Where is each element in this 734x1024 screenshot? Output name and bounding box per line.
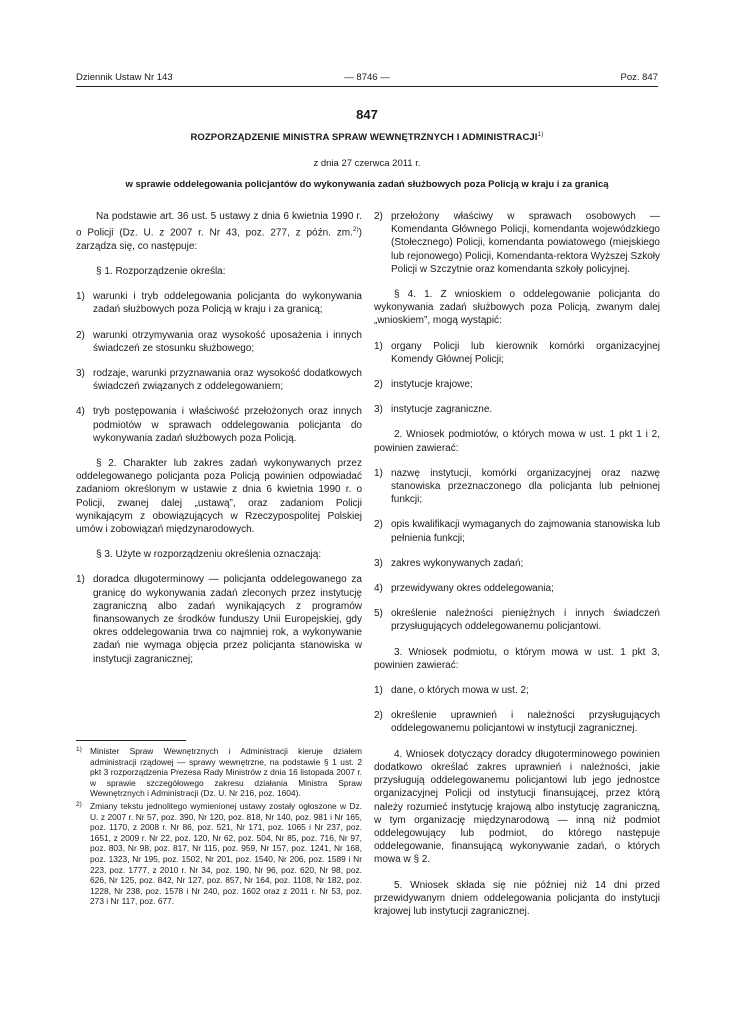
list-number: 1) [374, 685, 383, 697]
list-text: zakres wykonywanych zadań; [391, 557, 524, 569]
list-number: 4) [76, 406, 85, 418]
list-number: 1) [374, 467, 383, 479]
running-header [76, 72, 658, 87]
act-number: 847 [356, 107, 378, 122]
right-column [374, 210, 660, 930]
list-text: nazwę instytucji, komórki organizacyjnej oraz nazwę stanowiska przeznaczonego dla policjanta lub pełnionej funkcji; [391, 467, 660, 506]
paragraph-2: 2. Wniosek podmiotów, o których mowa w ust. 1 pkt 1 i 2, powinien zawierać: [374, 429, 660, 454]
list-text: przełożony właściwy w sprawach osobowych — Komendanta Głównego Policji, komendanta wojewódzkiego (Stołecznego) Policji, komendanta powiatowego (miejskiego lub rejonowego) Policji, Komendanta-rektora Wyższej Szkoły Policji w Szczytnie oraz komendanta szkoły policyjnej. [391, 211, 660, 275]
act-subject: w sprawie oddelegowania policjantów do wykonywania zadań służbowych poza Policją w kraju i za granicą [125, 179, 609, 190]
list-text: warunki otrzymywania oraz wysokość uposażenia i innych świadczeń ze stosunku służbowego; [93, 329, 362, 354]
act-title-text: ROZPORZĄDZENIE MINISTRA SPRAW WEWNĘTRZNYCH I ADMINISTRACJI [190, 132, 538, 144]
list-number: 1) [76, 574, 85, 586]
list-text: określenie należności pieniężnych i innych świadczeń przysługujących oddelegowanemu policjantowi. [391, 608, 660, 633]
list-number: 1) [76, 291, 85, 303]
page-number: — 8746 — [344, 72, 390, 83]
list-item [374, 684, 660, 697]
list-text: dane, o których mowa w ust. 2; [391, 685, 529, 697]
position-number: Poz. 847 [620, 72, 658, 83]
paragraph-5: 5. Wniosek składa się nie później niż 14 dni przed przewidywanym dniem oddelegowania policjanta do instytucji krajowej lub instytucji zagranicznej. [374, 879, 660, 917]
footnote-number: 2) [76, 800, 82, 808]
list-item [374, 557, 660, 570]
act-date: z dnia 27 czerwca 2011 r. [313, 158, 421, 169]
list-item [76, 367, 362, 393]
list-text: określenie uprawnień i należności przysługujących oddelegowanemu policjantowi w instytucji zagranicznej. [391, 710, 660, 735]
list-item [374, 340, 660, 366]
list-item [374, 378, 660, 391]
list-item [76, 573, 362, 665]
list-item [374, 518, 660, 544]
list-number: 2) [374, 379, 383, 391]
list-item [76, 329, 362, 355]
list-number: 3) [374, 557, 383, 569]
intro-text: Na podstawie art. 36 ust. 5 ustawy z dnia 6 kwietnia 1990 r. o Policji (Dz. U. z 2007 r. Nr 43, poz. 277, z późn. zm. [76, 211, 362, 239]
list-number: 5) [374, 608, 383, 620]
list-text: przewidywany okres oddelegowania; [391, 583, 554, 595]
act-title [0, 128, 734, 144]
list-item [374, 403, 660, 416]
footnote-text: Zmiany tekstu jednolitego wymienionej ustawy zostały ogłoszone w Dz. U. z 2007 r. Nr 57, poz. 390, Nr 120, poz. 818, Nr 140, poz. 981 i Nr 165, poz. 1170, z 2008 r. Nr 86, poz. 521, Nr 171, poz. 1065 i Nr 237, poz. 1651, z 2009 r. Nr 22, poz. 120, Nr 62, poz. 504, Nr 85, poz. 716, Nr 97, poz. 803, Nr 98, poz. 817, Nr 115, poz. 959, Nr 157, poz. 1241, Nr 168, poz. 1323, Nr 195, poz. 1502, Nr 201, poz. 1540, Nr 206, poz. 1589 i Nr 223, poz. 1777, z 2010 r. Nr 34, poz. 190, Nr 96, poz. 620, Nr 98, poz. 626, Nr 125, poz. 842, Nr 127, poz. 857, Nr 164, poz. 1108, Nr 182, poz. 1228, Nr 238, poz. 1578 i Nr 240, poz. 1602 oraz z 2011 r. Nr 53, poz. 273 i Nr 117, poz. 677. [90, 800, 362, 907]
list-text: doradca długoterminowy — policjanta oddelegowanego za granicę do wykonywania zadań zleconych przez instytucję zagraniczną albo zadań wynikających z programów finansowanych ze środków funduszy Unii Europejskiej, gdy okres oddelegowania trwa co najmniej rok, a wykonywanie zadań nie wymaga objęcia przez policjanta stanowiska w instytucji zagranicznej; [93, 574, 362, 665]
list-number: 2) [374, 519, 383, 531]
list-item [76, 405, 362, 445]
list-item [76, 290, 362, 316]
list-text: organy Policji lub kierownik komórki organizacyjnej Komendy Głównej Policji; [391, 340, 660, 365]
title-footnote-ref: 1) [537, 131, 544, 138]
list-number: 3) [374, 404, 383, 416]
journal-name: Dziennik Ustaw Nr 143 [76, 72, 173, 83]
list-text: instytucje zagraniczne. [391, 404, 493, 416]
section-4: § 4. 1. Z wnioskiem o oddelegowanie policjanta do wykonywania zadań służbowych poza Policją, zwanym dalej „wnioskiem”, mogą wystąpić: [374, 289, 660, 327]
list-text: rodzaje, warunki przyznawania oraz wysokość dodatkowych świadczeń związanych z oddelegowaniem; [93, 367, 362, 393]
footnote-divider [76, 740, 186, 741]
footnote-text: Minister Spraw Wewnętrznych i Administracji kieruje działem administracji rządowej — sprawy wewnętrzne, na podstawie § 1 ust. 2 pkt 3 rozporządzenia Prezesa Rady Ministrów z dnia 16 listopada 2007 r. w sprawie szczegółowego zakresu działania Ministra Spraw Wewnętrznych i Administracji (Dz. U. Nr 216, poz. 1604). [90, 746, 362, 799]
list-item [374, 709, 660, 735]
list-number: 3) [76, 367, 85, 379]
footnotes [76, 746, 362, 909]
list-item [374, 467, 660, 507]
section-1: § 1. Rozporządzenie określa: [96, 265, 226, 277]
intro-text-end: ) zarządza się, co następuje: [76, 227, 362, 252]
paragraph-4: 4. Wniosek dotyczący doradcy długoterminowego powinien dodatkowo określać zakres uprawnień i należności, jakie przysługują oddelegowanemu policjantowi lub jego jednostce organizacyjnej Policji od instytucji finansującej, przez którą należy rozumieć instytucję krajową albo instytucję zagraniczną, w tym organizację międzynarodową — inną niż podmiot oddelegowujący lub podmiot, do którego następuje oddelegowanie, finansującą wykonywanie zadań, o których mowa w § 2. [374, 748, 660, 866]
list-number: 2) [76, 329, 85, 341]
footnote-number: 1) [76, 746, 82, 753]
list-number: 4) [374, 583, 383, 595]
left-column [76, 210, 362, 678]
list-text: warunki i tryb oddelegowania policjanta do wykonywania zadań służbowych poza Policją w kraju i za granicą; [93, 291, 362, 316]
list-item [374, 210, 660, 276]
section-2: § 2. Charakter lub zakres zadań wykonywanych przez oddelegowanego policjanta poza Policją powinien odpowiadać zadaniom określonym w ustawie z dnia 6 kwietnia 1990 r. o Policji, zwanej dalej „ustawą”, oraz zadaniom Policji wynikającym z obowiązujących w Rzeczypospolitej Polskiej umów i zobowiązań międzynarodowych. [76, 457, 362, 535]
footnote [76, 801, 362, 907]
footnote [76, 746, 362, 799]
list-number: 2) [374, 211, 383, 222]
list-text: opis kwalifikacji wymaganych do zajmowania stanowiska lub pełnienia funkcji; [391, 519, 660, 544]
paragraph-3: 3. Wniosek podmiotu, o którym mowa w ust. 1 pkt 3, powinien zawierać: [374, 646, 660, 671]
list-number: 1) [374, 340, 383, 352]
intro-paragraph [76, 210, 362, 253]
list-item [374, 582, 660, 595]
list-number: 2) [374, 710, 383, 722]
list-text: instytucje krajowe; [391, 379, 473, 391]
list-item [374, 607, 660, 633]
section-3: § 3. Użyte w rozporządzeniu określenia oznaczają: [96, 549, 322, 561]
list-text: tryb postępowania i właściwość przełożonych oraz innych podmiotów w sprawach oddelegowania policjanta do wykonywania zadań służbowych poza Policją. [93, 406, 362, 444]
intro-footnote-ref: 2) [352, 226, 359, 234]
